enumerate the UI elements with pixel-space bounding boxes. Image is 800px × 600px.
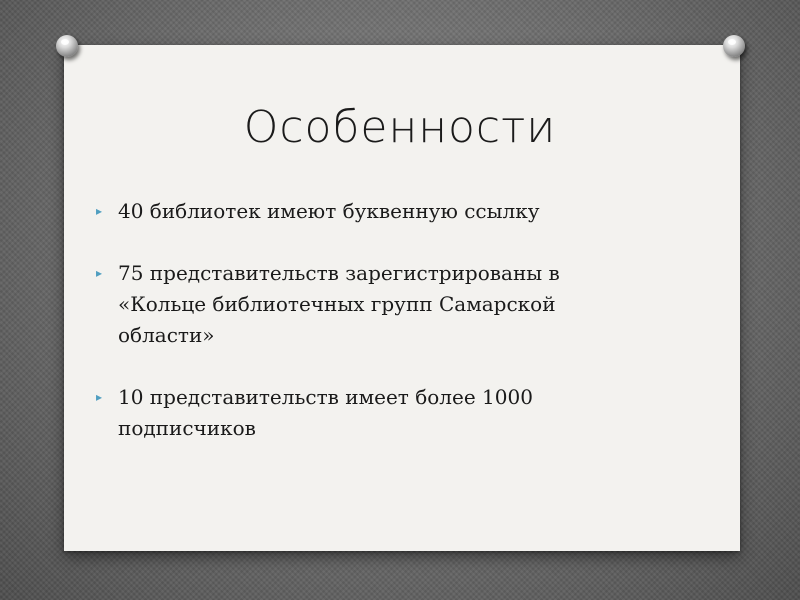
- slide-title: Особенности: [243, 102, 557, 153]
- bullet-item: [96, 258, 636, 351]
- bullet-text: 10 представительств имеет более 1000 подписчиков: [118, 385, 533, 440]
- bullet-list: [96, 196, 636, 475]
- push-pin-icon: [56, 35, 78, 57]
- bullet-item: [96, 196, 636, 227]
- triangle-bullet-icon: ▸: [96, 204, 103, 218]
- bullet-text: 40 библиотек имеют буквенную ссылку: [118, 199, 540, 223]
- triangle-bullet-icon: ▸: [96, 266, 103, 280]
- bullet-item: [96, 382, 636, 444]
- bullet-text: 75 представительств зарегистрированы в «Кольце библиотечных групп Самарской области»: [118, 261, 560, 347]
- triangle-bullet-icon: ▸: [96, 390, 103, 404]
- push-pin-icon: [723, 35, 745, 57]
